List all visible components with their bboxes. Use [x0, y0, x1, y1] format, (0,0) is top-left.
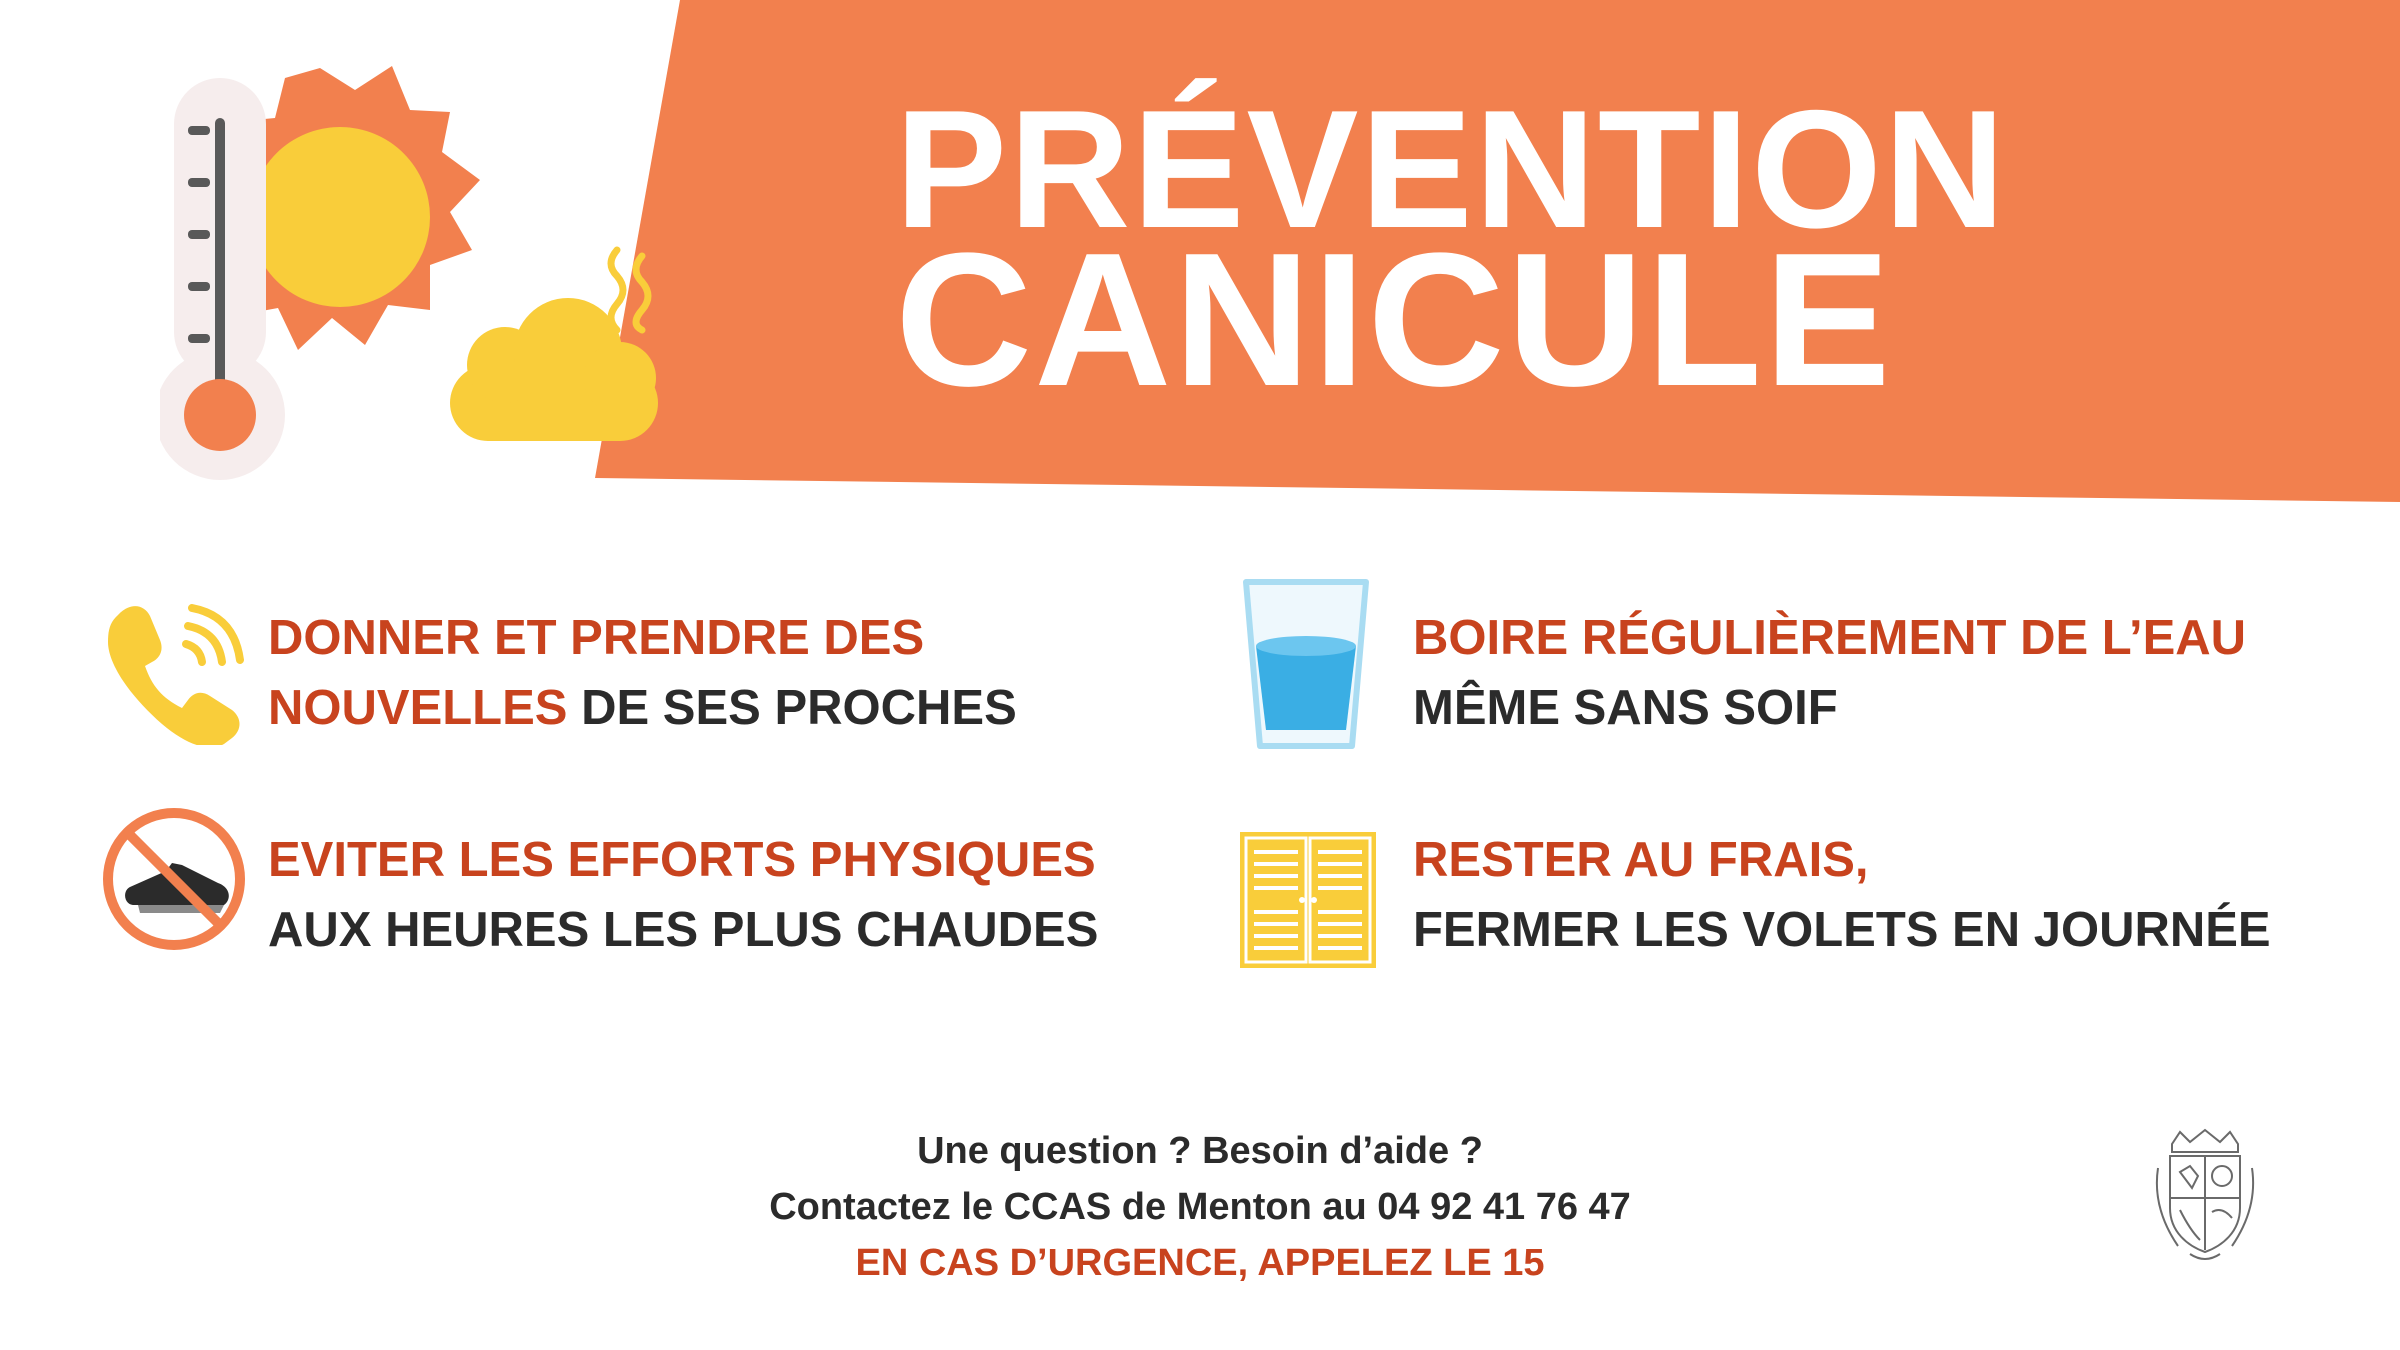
heat-illustration — [160, 60, 680, 500]
footer-emergency: EN CAS D’URGENCE, APPELEZ LE 15 — [855, 1242, 1545, 1284]
footer-contact: Contactez le CCAS de Menton au 04 92 41 76 47 — [769, 1186, 1631, 1228]
tip-water-rest: MÊME SANS SOIF — [1413, 681, 1838, 735]
title-line-2: CANICULE — [895, 214, 1893, 426]
tip-effort-rest: AUX HEURES LES PLUS CHAUDES — [268, 903, 1099, 957]
tip-news-emphasis-line1: DONNER ET PRENDRE DES — [268, 611, 925, 665]
tip-water-emphasis: BOIRE RÉGULIÈREMENT DE L’EAU — [1413, 611, 2247, 665]
title-line-1: PRÉVENTION — [895, 75, 2008, 263]
cloud-icon — [450, 298, 658, 441]
tip-news-emphasis-line2: NOUVELLES — [268, 681, 568, 735]
shutters-icon — [1238, 830, 1378, 970]
menton-coat-of-arms-icon — [2150, 1128, 2260, 1268]
footer-question: Une question ? Besoin d’aide ? — [917, 1130, 1483, 1172]
phone-icon — [100, 600, 245, 745]
water-glass-icon — [1240, 574, 1372, 754]
tip-shutters-rest: FERMER LES VOLETS EN JOURNÉE — [1413, 903, 2271, 957]
heat-waves-icon — [611, 250, 648, 330]
tip-news-rest: DE SES PROCHES — [567, 681, 1017, 735]
no-running-shoe-icon — [100, 805, 248, 953]
tip-shutters-emphasis: RESTER AU FRAIS, — [1413, 833, 1869, 887]
tip-effort-emphasis: EVITER LES EFFORTS PHYSIQUES — [268, 833, 1096, 887]
